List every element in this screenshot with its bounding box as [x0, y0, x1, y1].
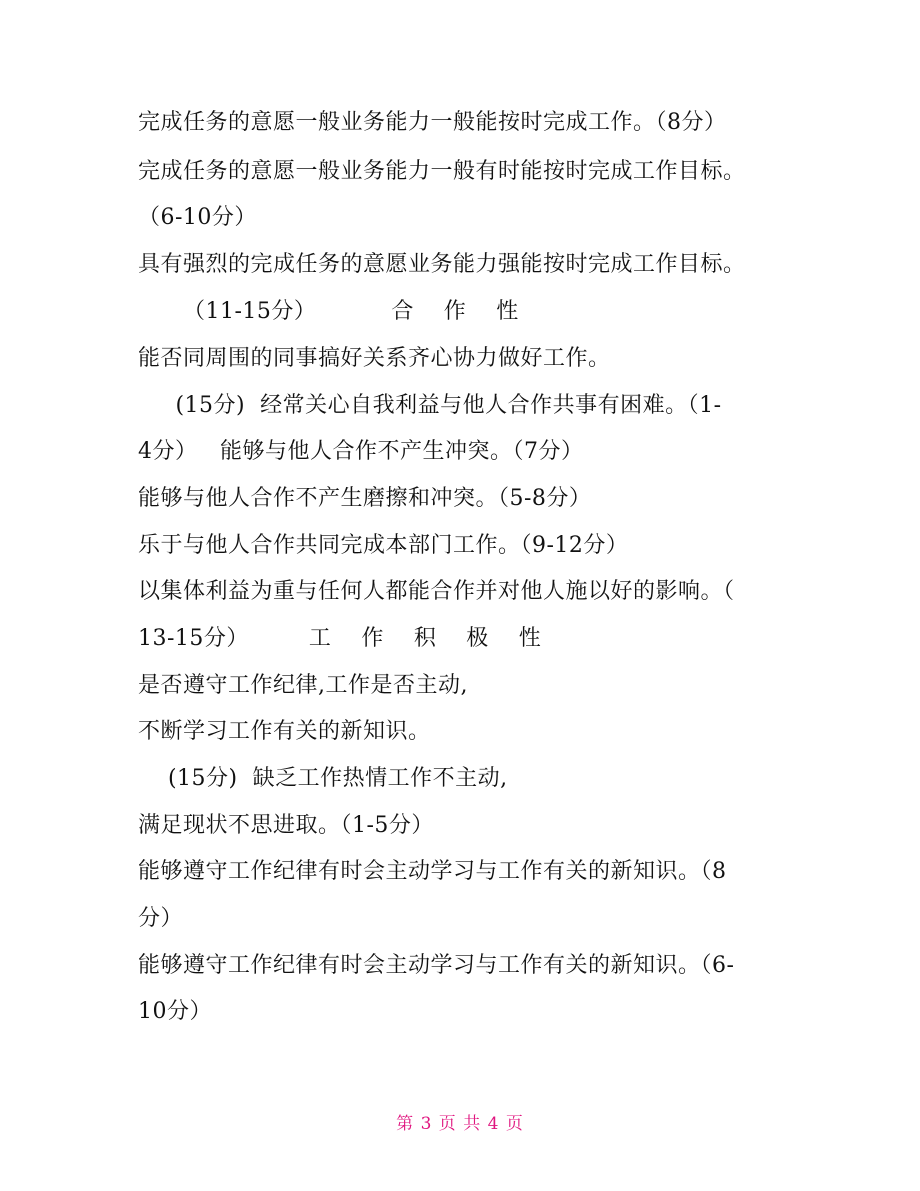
text-line: 能否同周围的同事搞好关系齐心协力做好工作。: [138, 346, 611, 371]
text-line: 分）: [138, 906, 184, 931]
text-line: 能够遵守工作纪律有时会主动学习与工作有关的新知识。（8: [138, 859, 727, 884]
text-line: 是否遵守工作纪律,工作是否主动,: [138, 673, 468, 698]
section-heading-cooperation: （11-15分） 合 作 性: [138, 299, 519, 324]
text-line: 能够与他人合作不产生磨擦和冲突。（5-8分）: [138, 486, 592, 511]
text-line: 4分） 能够与他人合作不产生冲突。（7分）: [138, 439, 584, 464]
text-line: 10分）: [138, 999, 212, 1024]
section-heading-initiative: 13-15分） 工 作 积 极 性: [138, 626, 542, 651]
text-line: (15分) 经常关心自我利益与他人合作共事有困难。（1-: [138, 393, 722, 418]
text-line: 以集体利益为重与任何人都能合作并对他人施以好的影响。（: [138, 579, 735, 604]
text-line: 完成任务的意愿一般业务能力一般有时能按时完成工作目标。: [138, 159, 746, 184]
text-line: 不断学习工作有关的新知识。: [138, 719, 431, 744]
text-line: 完成任务的意愿一般业务能力一般能按时完成工作。（8分）: [138, 110, 727, 135]
page-number-footer: 第 3 页 共 4 页: [396, 1114, 524, 1134]
text-line: 乐于与他人合作共同完成本部门工作。（9-12分）: [138, 533, 629, 558]
text-line: 满足现状不思进取。（1-5分）: [138, 813, 434, 838]
text-line: （6-10分）: [138, 205, 257, 230]
text-line: 能够遵守工作纪律有时会主动学习与工作有关的新知识。（6-: [138, 953, 735, 978]
text-line: (15分) 缺乏工作热情工作不主动,: [138, 766, 508, 791]
text-line: 具有强烈的完成任务的意愿业务能力强能按时完成工作目标。: [138, 252, 746, 277]
